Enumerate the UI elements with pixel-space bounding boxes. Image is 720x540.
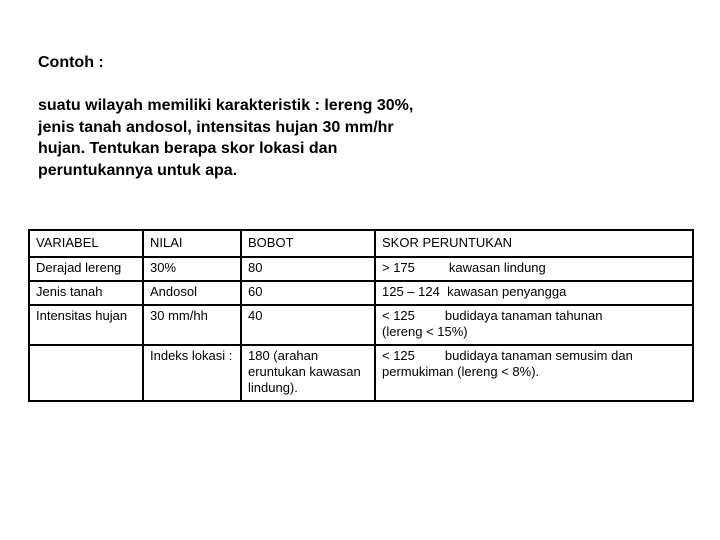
cell-skor-peruntukan	[375, 345, 693, 401]
skor-line	[382, 348, 686, 364]
header-variabel: VARIABEL	[29, 230, 143, 257]
cell-nilai: 30 mm/hh	[143, 305, 241, 345]
cell-skor-peruntukan	[375, 305, 693, 345]
scoring-table	[28, 229, 694, 402]
peruntukan-value: budidaya tanaman tahunan	[444, 308, 603, 323]
cell-bobot: 180 (arahan eruntukan kawasan lindung).	[241, 345, 375, 401]
peruntukan-value: kawasan penyangga	[447, 284, 567, 299]
cell-variabel	[29, 345, 143, 401]
table-header-row	[29, 230, 693, 257]
header-skor-peruntukan: SKOR PERUNTUKAN	[375, 230, 693, 257]
problem-statement	[38, 95, 508, 181]
peruntukan-note: permukiman (lereng < 8%).	[382, 364, 540, 379]
cell-skor-peruntukan	[375, 257, 693, 281]
table-row	[29, 257, 693, 281]
cell-variabel: Jenis tanah	[29, 281, 143, 305]
table-row	[29, 345, 693, 401]
table-row	[29, 305, 693, 345]
table-row	[29, 281, 693, 305]
header-nilai: NILAI	[143, 230, 241, 257]
example-heading: Contoh :	[38, 54, 104, 71]
cell-nilai: Andosol	[143, 281, 241, 305]
peruntukan-note: (lereng < 15%)	[382, 324, 468, 339]
problem-line: jenis tanah andosol, intensitas hujan 30 mm/hr	[38, 118, 394, 136]
skor-value: > 175	[382, 260, 415, 275]
skor-value: 125 – 124	[382, 284, 440, 299]
peruntukan-value: budidaya tanaman semusim dan	[444, 348, 633, 363]
problem-line: peruntukannya untuk apa.	[38, 161, 238, 179]
cell-variabel: Intensitas hujan	[29, 305, 143, 345]
cell-variabel: Derajad lereng	[29, 257, 143, 281]
problem-line: hujan. Tentukan berapa skor lokasi dan	[38, 140, 338, 157]
peruntukan-value: kawasan lindung	[448, 260, 546, 275]
cell-nilai: 30%	[143, 257, 241, 281]
skor-line	[382, 308, 686, 324]
header-bobot: BOBOT	[241, 230, 375, 257]
cell-skor-peruntukan	[375, 281, 693, 305]
cell-bobot: 60	[241, 281, 375, 305]
skor-value: < 125	[382, 348, 415, 363]
cell-nilai: Indeks lokasi :	[143, 345, 241, 401]
cell-bobot: 80	[241, 257, 375, 281]
skor-value: < 125	[382, 308, 415, 323]
cell-bobot: 40	[241, 305, 375, 345]
problem-line: suatu wilayah memiliki karakteristik : lereng 30%,	[38, 97, 414, 114]
